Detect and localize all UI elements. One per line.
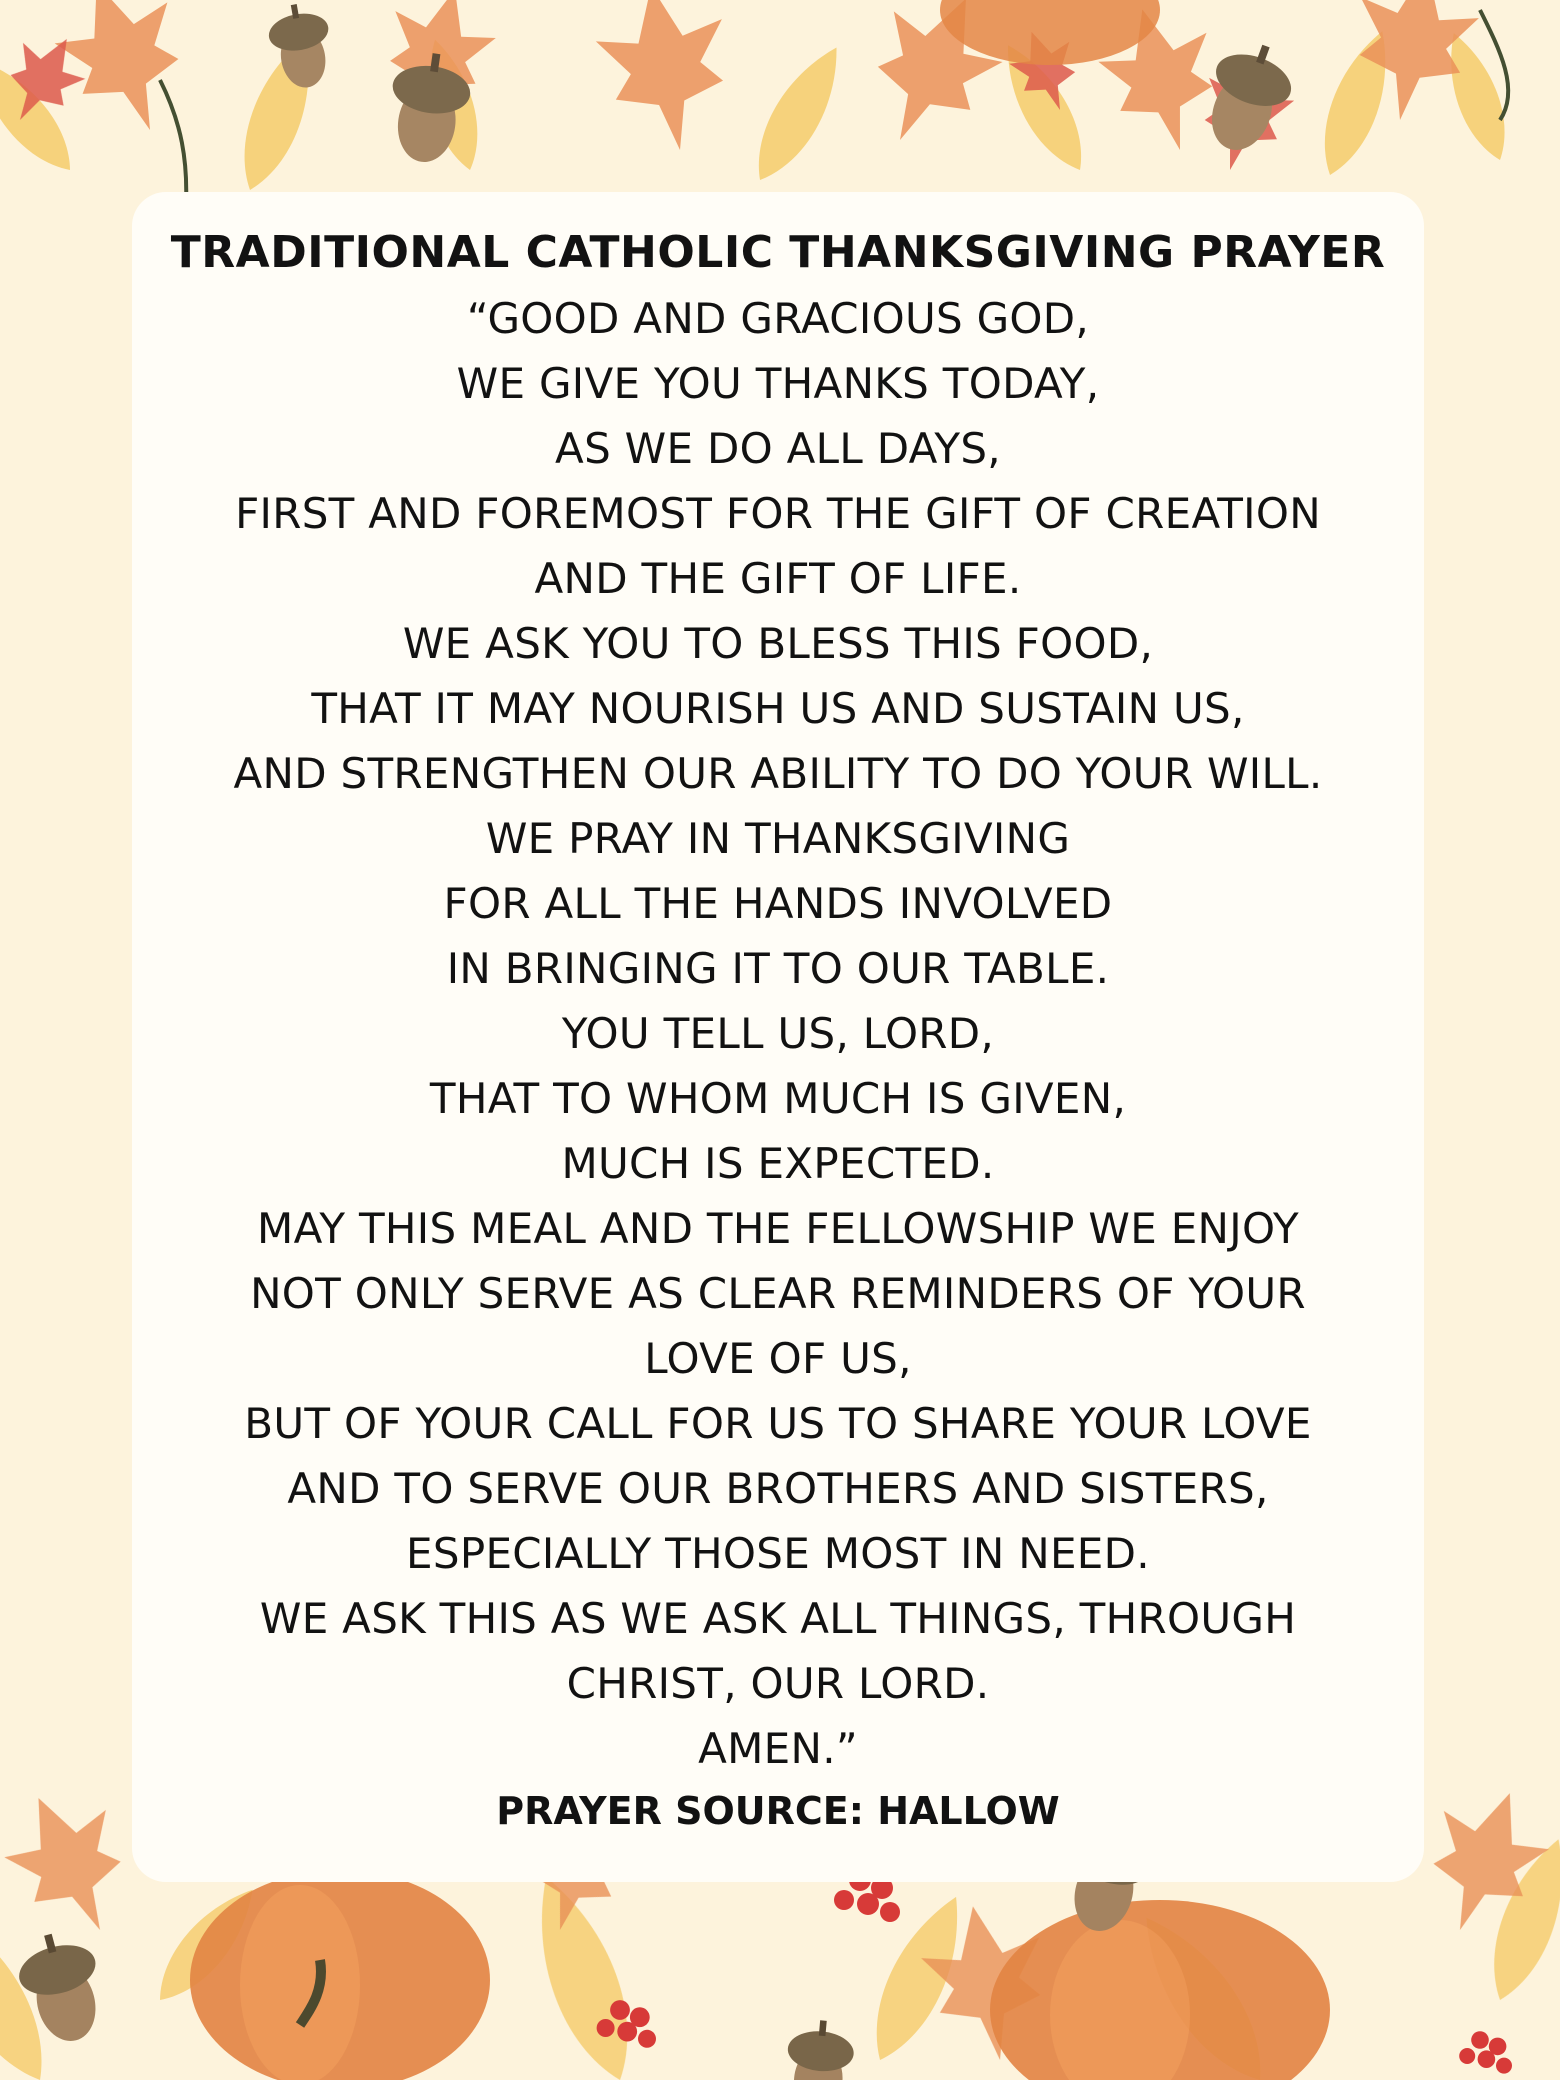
- prayer-line: AMEN.”: [698, 1724, 858, 1773]
- prayer-line: LOVE OF US,: [644, 1334, 912, 1383]
- prayer-line: WE PRAY IN THANKSGIVING: [485, 814, 1071, 863]
- prayer-line: FIRST AND FOREMOST FOR THE GIFT OF CREATION: [235, 489, 1321, 538]
- prayer-line: WE ASK THIS AS WE ASK ALL THINGS, THROUGH: [259, 1594, 1297, 1643]
- prayer-line: WE GIVE YOU THANKS TODAY,: [456, 359, 1100, 408]
- top-foliage: [0, 0, 1519, 220]
- prayer-source: PRAYER SOURCE: HALLOW: [496, 1789, 1060, 1833]
- page-title: TRADITIONAL CATHOLIC THANKSGIVING PRAYER: [170, 227, 1386, 278]
- prayer-line: AND STRENGTHEN OUR ABILITY TO DO YOUR WILL.: [233, 749, 1323, 798]
- prayer-text: [132, 286, 1424, 1781]
- prayer-line: “GOOD AND GRACIOUS GOD,: [466, 294, 1090, 343]
- prayer-line: AND TO SERVE OUR BROTHERS AND SISTERS,: [287, 1464, 1269, 1513]
- prayer-line: NOT ONLY SERVE AS CLEAR REMINDERS OF YOUR: [250, 1269, 1306, 1318]
- prayer-line: THAT IT MAY NOURISH US AND SUSTAIN US,: [311, 684, 1245, 733]
- prayer-line: WE ASK YOU TO BLESS THIS FOOD,: [402, 619, 1154, 668]
- prayer-line: ESPECIALLY THOSE MOST IN NEED.: [406, 1529, 1150, 1578]
- prayer-content: [132, 220, 1424, 1841]
- prayer-line: IN BRINGING IT TO OUR TABLE.: [446, 944, 1110, 993]
- prayer-line: AS WE DO ALL DAYS,: [555, 424, 1001, 473]
- prayer-line: CHRIST, OUR LORD.: [566, 1659, 990, 1708]
- prayer-line: YOU TELL US, LORD,: [561, 1009, 995, 1058]
- prayer-line: MAY THIS MEAL AND THE FELLOWSHIP WE ENJOY: [257, 1204, 1299, 1253]
- prayer-line: BUT OF YOUR CALL FOR US TO SHARE YOUR LOVE: [244, 1399, 1312, 1448]
- prayer-line: MUCH IS EXPECTED.: [561, 1139, 995, 1188]
- prayer-line: FOR ALL THE HANDS INVOLVED: [443, 879, 1113, 928]
- prayer-line: AND THE GIFT OF LIFE.: [534, 554, 1022, 603]
- prayer-line: THAT TO WHOM MUCH IS GIVEN,: [429, 1074, 1127, 1123]
